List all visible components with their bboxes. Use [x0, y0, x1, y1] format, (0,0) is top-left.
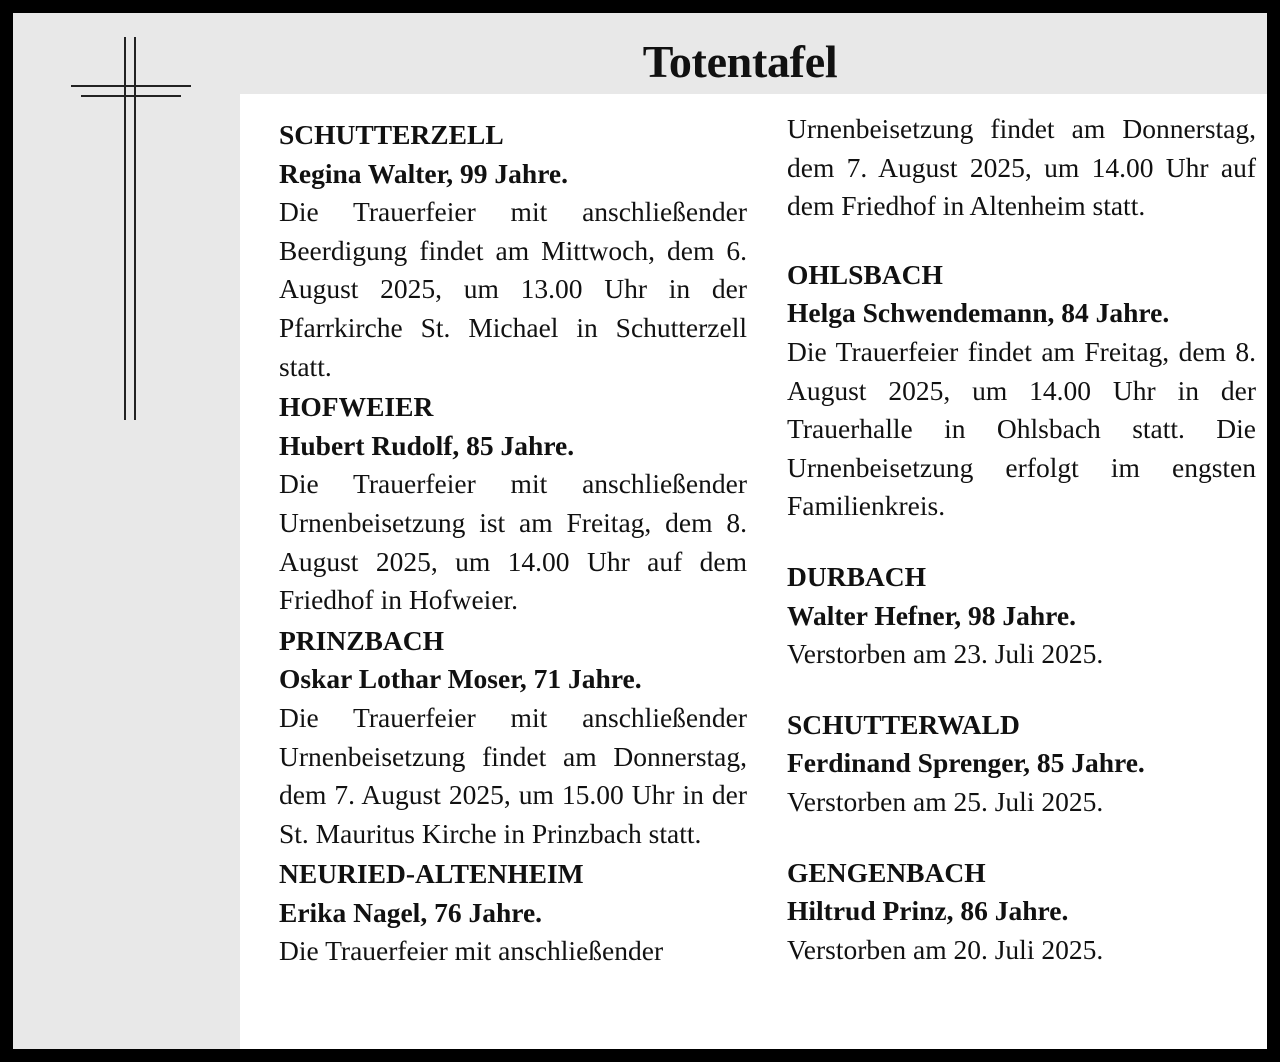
obituary-entry [787, 706, 1256, 822]
obituary-text: Die Trauerfeier findet am Freitag, dem 8. August 2025, um 14.00 Uhr in der Trauerhalle in Ohlsbach statt. Die Urnenbeisetzung erfolgt im engsten Familienkreis. [787, 335, 1256, 522]
place-name: PRINZBACH [279, 624, 445, 656]
cross-icon-bar-inner [81, 95, 181, 97]
column-left [279, 116, 747, 973]
deceased-name: Hiltrud Prinz, 86 Jahre. [787, 895, 1069, 927]
place-name: DURBACH [787, 560, 927, 592]
place-name: SCHUTTERWALD [787, 708, 1020, 740]
place-name: NEURIED-ALTENHEIM [279, 858, 584, 890]
deceased-name: Erika Nagel, 76 Jahre. [279, 896, 543, 928]
obituary-text: Die Trauerfeier mit anschließender [279, 935, 664, 967]
place-name: GENGENBACH [787, 856, 986, 888]
deceased-name: Helga Schwendemann, 84 Jahre. [787, 297, 1170, 329]
obituary-text: Urnenbeisetzung findet am Donnerstag, dem 7. August 2025, um 14.00 Uhr auf dem Friedhof in Altenheim statt. [787, 113, 1256, 222]
obituary-entry [787, 558, 1256, 674]
obituary-entry-continuation [787, 110, 1256, 226]
obituary-text: Verstorben am 20. Juli 2025. [787, 933, 1104, 965]
page-title: Totentafel [642, 36, 838, 87]
obituary-entry [279, 622, 747, 854]
obituary-entry [787, 256, 1256, 526]
column-right [787, 110, 1256, 1001]
deceased-name: Ferdinand Sprenger, 85 Jahre. [787, 747, 1145, 779]
obituary-text: Die Trauerfeier mit anschließender Urnenbeisetzung findet am Donnerstag, dem 7. August 2025, um 15.00 Uhr in der St. Mauritus Kirche in Prinzbach statt. [279, 701, 747, 849]
obituary-text: Die Trauerfeier mit anschließender Beerdigung findet am Mittwoch, dem 6. August 2025, um 13.00 Uhr in der Pfarrkirche St. Michael in Schutterzell statt. [279, 196, 747, 382]
obituary-text: Verstorben am 23. Juli 2025. [787, 638, 1104, 670]
obituary-text: Die Trauerfeier mit anschließender Urnenbeisetzung ist am Freitag, dem 8. August 2025, um 14.00 Uhr auf dem Friedhof in Hofweier. [279, 468, 747, 616]
obituary-entry [279, 855, 747, 971]
obituary-text: Verstorben am 25. Juli 2025. [787, 785, 1104, 817]
obituary-entry [279, 116, 747, 386]
place-name: HOFWEIER [279, 391, 434, 423]
obituary-entry [279, 388, 747, 620]
obituary-board [13, 13, 1267, 1049]
deceased-name: Regina Walter, 99 Jahre. [279, 157, 569, 189]
obituary-entry [787, 854, 1256, 970]
obituary-panel [240, 94, 1267, 1049]
place-name: OHLSBACH [787, 258, 943, 290]
deceased-name: Walter Hefner, 98 Jahre. [787, 599, 1076, 631]
place-name: SCHUTTERZELL [279, 119, 504, 150]
cross-icon-bar [71, 85, 191, 87]
deceased-name: Oskar Lothar Moser, 71 Jahre. [279, 663, 642, 695]
deceased-name: Hubert Rudolf, 85 Jahre. [279, 429, 575, 461]
